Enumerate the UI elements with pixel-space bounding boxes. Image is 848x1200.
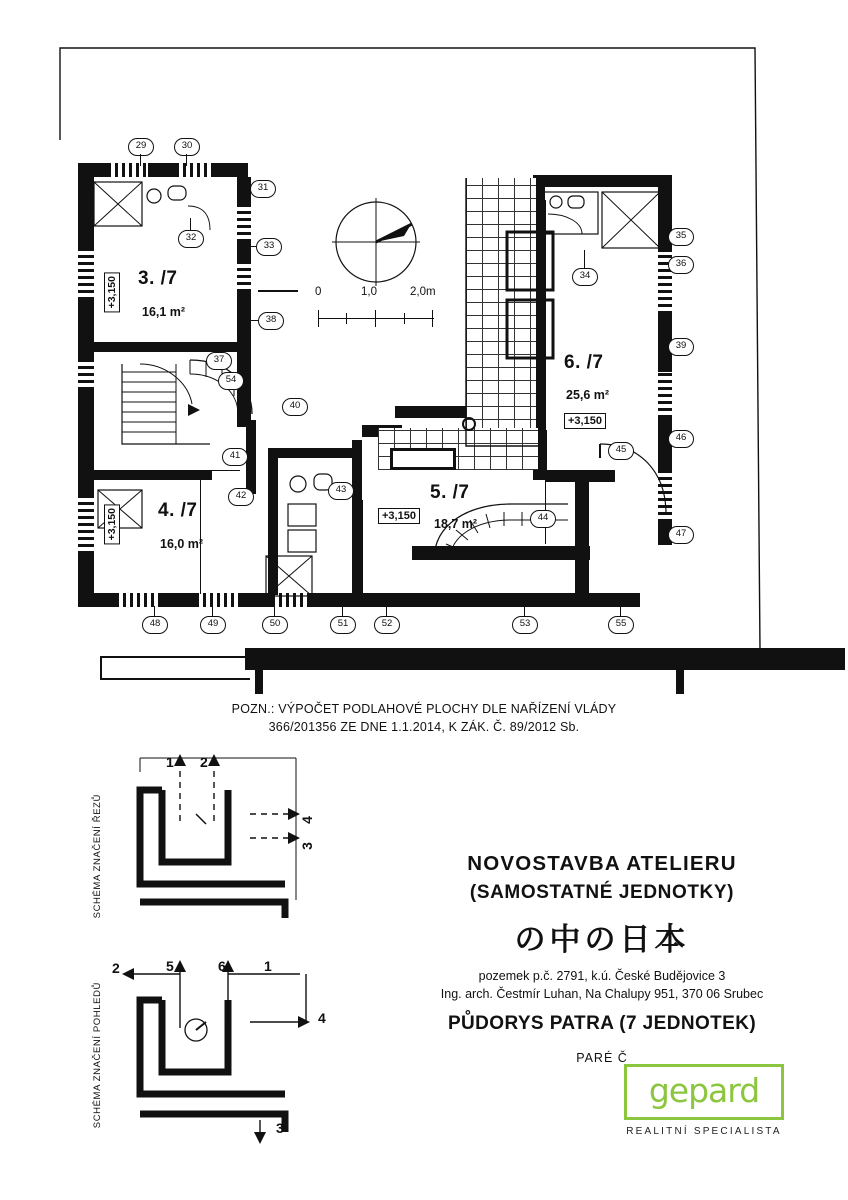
room-label-unit5: 5. /7 bbox=[430, 482, 470, 503]
scale-label-1: 1,0 bbox=[361, 286, 377, 298]
schema-rezu bbox=[70, 752, 320, 932]
callout-tag-44: 44 bbox=[530, 510, 556, 528]
schema-pohledu-mark-3: 3 bbox=[276, 1120, 284, 1136]
callout-tag-34: 34 bbox=[572, 268, 598, 286]
wall-hatch-right-b bbox=[658, 372, 672, 418]
compass-rose bbox=[330, 196, 426, 292]
shower-unit4 bbox=[262, 552, 342, 612]
wall-hatch-top-a bbox=[108, 163, 148, 177]
architect-line: Ing. arch. Čestmír Luhan, Na Chalupy 951, 370 06 Srubec bbox=[440, 987, 764, 1001]
leader-33 bbox=[244, 246, 256, 247]
callout-tag-37: 37 bbox=[206, 352, 232, 370]
leader-38 bbox=[246, 320, 258, 321]
gepard-logo-subtitle: REALITNÍ SPECIALISTA bbox=[626, 1126, 782, 1137]
leader-51 bbox=[342, 606, 343, 616]
parcel-line: pozemek p.č. 2791, k.ú. České Budějovice 3 bbox=[478, 969, 726, 983]
wall-top-left bbox=[78, 163, 248, 177]
base-slab bbox=[245, 648, 845, 670]
leader-29 bbox=[140, 154, 141, 166]
bathroom-unit6 bbox=[542, 188, 672, 278]
base-slab-leg-left bbox=[255, 670, 263, 694]
interior-line-a bbox=[94, 470, 240, 471]
wall-hatch-unit3-right-b bbox=[237, 262, 251, 292]
room-area-unit4: 16,0 m² bbox=[160, 537, 204, 551]
schema-rezu-label: SCHÉMA ZNAČENÍ ŘEZŮ bbox=[92, 794, 103, 919]
scale-bar bbox=[315, 286, 436, 334]
drawing-title: PŮDORYS PATRA (7 JEDNOTEK) bbox=[447, 1013, 757, 1034]
title-line-2: (SAMOSTATNÉ JEDNOTKY) bbox=[469, 882, 735, 903]
leader-49 bbox=[212, 606, 213, 616]
room-label-unit6: 6. /7 bbox=[564, 352, 604, 373]
pare-label: PARÉ Č bbox=[576, 1051, 628, 1065]
callout-tag-53: 53 bbox=[512, 616, 538, 634]
ground-line-low bbox=[100, 678, 250, 680]
callout-tag-33: 33 bbox=[256, 238, 282, 256]
callout-tag-48: 48 bbox=[142, 616, 168, 634]
room-label-unit3: 3. /7 bbox=[138, 268, 178, 289]
gepard-logo-text: gepard bbox=[648, 1070, 760, 1110]
japanese-title: の中の日本 bbox=[514, 922, 690, 958]
wall-hatch-left-c bbox=[78, 498, 94, 554]
callout-tag-47: 47 bbox=[668, 526, 694, 544]
callout-tag-40: 40 bbox=[282, 398, 308, 416]
leader-48 bbox=[154, 606, 155, 616]
stair-landing-unit3 bbox=[182, 352, 292, 432]
leader-30 bbox=[186, 154, 187, 166]
level-unit6: +3,150 bbox=[564, 413, 606, 429]
schema-pohledu-mark-4: 4 bbox=[318, 1010, 326, 1026]
ground-line bbox=[100, 656, 248, 658]
room-area-unit3: 16,1 m² bbox=[142, 305, 186, 319]
slab-seam bbox=[712, 648, 713, 670]
wall-hatch-left-b bbox=[78, 360, 94, 390]
callout-tag-51: 51 bbox=[330, 616, 356, 634]
schema-rezu-mark-2: 2 bbox=[200, 754, 208, 770]
title-line-1: NOVOSTAVBA ATELIERU bbox=[467, 852, 737, 875]
callout-tag-38: 38 bbox=[258, 312, 284, 330]
planter bbox=[390, 448, 456, 470]
leader-38-b bbox=[258, 290, 298, 292]
callout-tag-46: 46 bbox=[668, 430, 694, 448]
callout-tag-50: 50 bbox=[262, 616, 288, 634]
room-label-unit4: 4. /7 bbox=[158, 500, 198, 521]
callout-tag-31: 31 bbox=[250, 180, 276, 198]
schema-rezu-mark-4: 4 bbox=[298, 816, 315, 824]
callout-tag-39: 39 bbox=[668, 338, 694, 356]
callout-tag-54: 55 bbox=[608, 616, 634, 634]
interior-line-d bbox=[545, 200, 546, 544]
level-unit5: +3,150 bbox=[378, 508, 420, 524]
schema-rezu-mark-3: 3 bbox=[298, 842, 315, 850]
scale-label-2: 2,0m bbox=[410, 286, 436, 298]
schema-pohledu-shape bbox=[110, 952, 340, 1152]
schema-pohledu-label: SCHÉMA ZNAČENÍ POHLEDŮ bbox=[92, 982, 103, 1129]
leader-32 bbox=[190, 218, 191, 230]
level-unit3: +3,150 bbox=[104, 272, 120, 312]
wall-unit3-unit4 bbox=[94, 342, 244, 352]
callout-tag-55: 54 bbox=[218, 372, 244, 390]
callout-tag-35: 35 bbox=[668, 228, 694, 246]
schema-rezu-shape bbox=[110, 752, 330, 932]
schema-pohledu-mark-5: 5 bbox=[166, 958, 174, 974]
callout-tag-41: 41 bbox=[222, 448, 248, 466]
schema-pohledu-mark-1: 1 bbox=[264, 958, 272, 974]
wall-hatch-top-b bbox=[176, 163, 214, 177]
callout-tag-49: 49 bbox=[200, 616, 226, 634]
room-area-unit5: 18,7 m² bbox=[434, 517, 478, 531]
leader-31 bbox=[238, 188, 250, 189]
callout-tag-52: 52 bbox=[374, 616, 400, 634]
plan-note-line-2: 366/201356 ZE DNE 1.1.2014, K ZÁK. Č. 89/2012 Sb. bbox=[268, 720, 580, 734]
schema-pohledu-mark-2: 2 bbox=[112, 960, 120, 976]
wall-hatch-bottom-a bbox=[116, 593, 158, 607]
callout-tag-36: 36 bbox=[668, 256, 694, 274]
level-unit4: +3,150 bbox=[104, 504, 120, 544]
callout-tag-45: 45 bbox=[608, 442, 634, 460]
room-area-unit6: 25,6 m² bbox=[566, 388, 610, 402]
title-block bbox=[372, 852, 832, 1065]
ground-line-drop bbox=[100, 656, 102, 678]
scale-label-0: 0 bbox=[315, 286, 322, 298]
leader-53 bbox=[524, 606, 525, 616]
callout-tag-29: 29 bbox=[128, 138, 154, 156]
leader-52 bbox=[386, 606, 387, 616]
leader-50 bbox=[274, 606, 275, 616]
gepard-logo bbox=[624, 1064, 784, 1120]
interior-line-c bbox=[362, 500, 363, 594]
callout-tag-32: 32 bbox=[178, 230, 204, 248]
wall-corridor-top bbox=[268, 448, 362, 458]
schema-pohledu bbox=[70, 952, 330, 1152]
base-slab-leg-right bbox=[676, 670, 684, 694]
schema-rezu-mark-1: 1 bbox=[166, 754, 174, 770]
wall-hatch-bottom-b bbox=[196, 593, 238, 607]
callout-tag-42: 42 bbox=[228, 488, 254, 506]
leader-34 bbox=[584, 250, 585, 268]
callout-tag-30: 30 bbox=[174, 138, 200, 156]
callout-tag-43: 43 bbox=[328, 482, 354, 500]
plan-note-line-1: POZN.: VÝPOČET PODLAHOVÉ PLOCHY DLE NAŘÍZENÍ VLÁDY bbox=[231, 702, 617, 716]
leader-54 bbox=[620, 606, 621, 616]
wall-hatch-unit3-right bbox=[237, 206, 251, 242]
schema-pohledu-mark-6: 6 bbox=[218, 958, 226, 974]
